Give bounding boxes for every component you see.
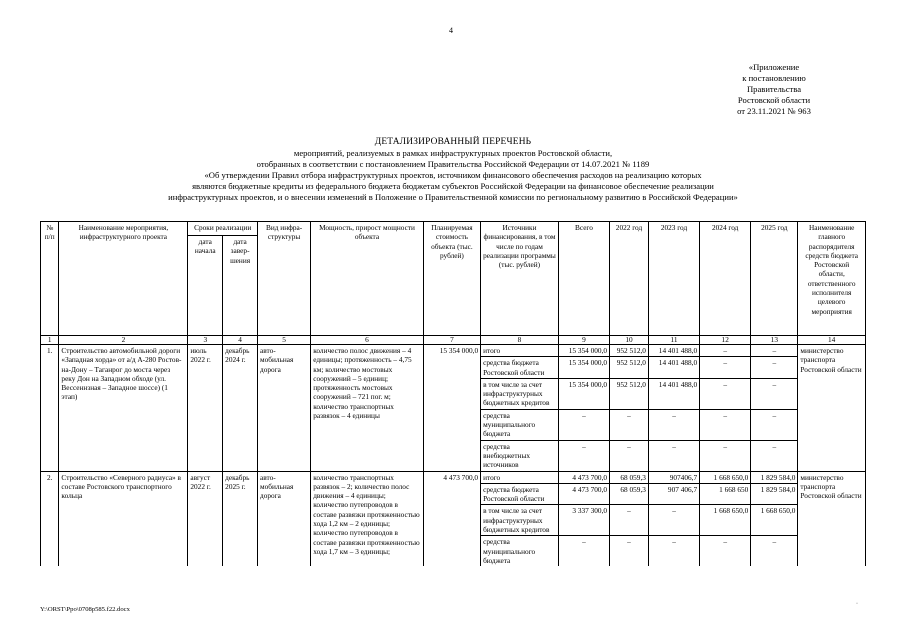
project-name: Строительство автомобильной дороги «Западная хорда» от а/д А-280 Ростов-на-Дону – Таганрог до моста через реку Дон на Западном обходе (ул. Вессеннзная – Западное шоссе) (1 этап) — [59, 345, 188, 472]
amount-2023: – — [648, 440, 699, 471]
page-number: 4 — [449, 26, 453, 35]
amount-2024: 1 668 650,0 — [700, 471, 751, 483]
column-number: 10 — [610, 336, 649, 345]
heading-line: отобранных в соответствии с постановлением Правительства Российской Федерации от 14.07.2021 № 1189 — [256, 159, 650, 169]
column-number: 9 — [558, 336, 609, 345]
amount-2022: 68 059,3 — [610, 483, 649, 505]
projects-table — [40, 221, 866, 566]
column-number: 4 — [223, 336, 258, 345]
responsible-manager: министерство транспорта Ростовской области — [798, 471, 866, 566]
amount-2022: – — [610, 409, 649, 440]
funding-source: средства бюджета Ростовской области — [481, 357, 559, 379]
funding-source: средства муниципального бюджета — [481, 409, 559, 440]
end-date: декабрь 2025 г. — [223, 471, 258, 566]
col-header-total: Всего — [558, 222, 609, 336]
start-date: август 2022 г. — [188, 471, 223, 566]
document-title: ДЕТАЛИЗИРОВАННЫЙ ПЕРЕЧЕНЬ — [374, 137, 532, 147]
table-row — [41, 471, 866, 483]
amount-total: 3 337 300,0 — [558, 505, 609, 536]
amount-2023: 907 406,7 — [648, 483, 699, 505]
col-header-2022: 2022 год — [610, 222, 649, 336]
header-row — [41, 222, 866, 236]
start-date: июль 2022 г. — [188, 345, 223, 472]
funding-source: итого — [481, 345, 559, 357]
funding-source: средства внебюджетных источников — [481, 440, 559, 471]
amount-2024: 1 668 650,0 — [700, 505, 751, 536]
heading-line: «Об утверждении Правил отбора инфраструктурных проектов, источником финансового обеспечения расходов на реализацию которых — [204, 170, 702, 180]
appendix-note — [700, 62, 848, 117]
amount-2025: 1 668 650,0 — [751, 505, 798, 536]
amount-2022: 68 059,3 — [610, 471, 649, 483]
column-number: 14 — [798, 336, 866, 345]
amount-2023: 14 401 488,0 — [648, 378, 699, 409]
funding-source: в том числе за счет инфраструктурных бюджетных кредитов — [481, 378, 559, 409]
col-header-name: Наименование мероприятия, инфраструктурного проекта — [59, 222, 188, 336]
col-header-num: № п/п — [41, 222, 59, 336]
column-number: 12 — [700, 336, 751, 345]
amount-2022: 952 512,0 — [610, 345, 649, 357]
amount-2023: 14 401 488,0 — [648, 357, 699, 379]
amount-2023: – — [648, 505, 699, 536]
column-number: 7 — [423, 336, 480, 345]
col-header-capacity: Мощность, прирост мощности объекта — [311, 222, 424, 336]
amount-2024: – — [700, 357, 751, 379]
document-heading — [40, 137, 866, 203]
col-header-manager: Наименование главного распорядителя средств бюджета Ростовской области, ответственного исполнителя целевого мероприятия — [798, 222, 866, 336]
col-header-infra: Вид инфра-структуры — [257, 222, 310, 336]
amount-2022: 952 512,0 — [610, 378, 649, 409]
amount-total: 15 354 000,0 — [558, 345, 609, 357]
amount-2023: 14 401 488,0 — [648, 345, 699, 357]
infrastructure-type: авто-мобильная дорога — [257, 345, 310, 472]
amount-2025: 1 829 584,0 — [751, 471, 798, 483]
amount-2022: – — [610, 505, 649, 536]
col-header-2023: 2023 год — [648, 222, 699, 336]
amount-2025: – — [751, 345, 798, 357]
appendix-line: Ростовской области — [737, 95, 811, 105]
col-header-2024: 2024 год — [700, 222, 751, 336]
amount-2025: – — [751, 440, 798, 471]
funding-source: итого — [481, 471, 559, 483]
infrastructure-type: авто-мобильная дорога — [257, 471, 310, 566]
amount-2024: – — [700, 440, 751, 471]
column-number: 5 — [257, 336, 310, 345]
column-number: 11 — [648, 336, 699, 345]
amount-2024: – — [700, 409, 751, 440]
col-header-2025: 2025 год — [751, 222, 798, 336]
col-header-sources: Источники финансирования, в том числе по годам реализации программы (тыс. рублей) — [481, 222, 559, 336]
amount-2024: 1 668 650 — [700, 483, 751, 505]
amount-total: – — [558, 536, 609, 566]
amount-2022: 952 512,0 — [610, 357, 649, 379]
amount-total: – — [558, 440, 609, 471]
row-number: 2. — [41, 471, 59, 566]
funding-source: в том числе за счет инфраструктурных бюджетных кредитов — [481, 505, 559, 536]
funding-source: средства бюджета Ростовской области — [481, 483, 559, 505]
column-number: 1 — [41, 336, 59, 345]
amount-2023: – — [648, 409, 699, 440]
column-number: 2 — [59, 336, 188, 345]
amount-2025: – — [751, 357, 798, 379]
column-number: 13 — [751, 336, 798, 345]
heading-line: инфраструктурных проектов, и о внесении изменений в Положение о Правительственной комиссии по региональному развитию в Российской Федерации» — [168, 192, 738, 202]
column-number: 3 — [188, 336, 223, 345]
amount-2022: – — [610, 536, 649, 566]
col-header-terms: Сроки реализации — [188, 222, 258, 236]
planned-cost: 15 354 000,0 — [423, 345, 480, 472]
column-number-row — [41, 336, 866, 345]
amount-total: 15 354 000,0 — [558, 378, 609, 409]
amount-2025: – — [751, 409, 798, 440]
col-header-start: дата начала — [188, 236, 223, 336]
amount-total: 15 354 000,0 — [558, 357, 609, 379]
capacity: количество транспортных развязок – 2; количество полос движения – 4 единицы; количество путепроводов в составе развязки протяженностью хода 1,2 км – 2 единицы; количество путепроводов в составе развязки протяженностью хода 1,7 км – 3 единицы; — [311, 471, 424, 566]
amount-2023: 907406,7 — [648, 471, 699, 483]
appendix-line: «Приложение — [748, 62, 800, 72]
amount-total: – — [558, 409, 609, 440]
capacity: количество полос движения – 4 единицы; протяженность – 4,75 км; количество мостовых сооружений – 5 единиц; протяженность мостовых сооружений – 721 пог. м; количество транспортных развязок – 4 единицы — [311, 345, 424, 472]
funding-source: средства муниципального бюджета — [481, 536, 559, 566]
corner-mark: · — [856, 601, 858, 607]
table-row — [41, 345, 866, 357]
amount-2023: – — [648, 536, 699, 566]
amount-2025: – — [751, 536, 798, 566]
amount-total: 4 473 700,0 — [558, 483, 609, 505]
column-number: 6 — [311, 336, 424, 345]
heading-line: являются бюджетные кредиты из федерального бюджета бюджетам субъектов Российской Федерации на финансовое обеспечение реализации — [192, 181, 714, 191]
amount-2024: – — [700, 378, 751, 409]
amount-2022: – — [610, 440, 649, 471]
responsible-manager: министерство транспорта Ростовской области — [798, 345, 866, 472]
amount-2025: 1 829 584,0 — [751, 483, 798, 505]
appendix-line: к постановлению — [742, 73, 806, 83]
column-number: 8 — [481, 336, 559, 345]
row-number: 1. — [41, 345, 59, 472]
amount-2025: – — [751, 378, 798, 409]
heading-line: мероприятий, реализуемых в рамках инфраструктурных проектов Ростовской области, — [293, 148, 613, 158]
amount-2024: – — [700, 345, 751, 357]
col-header-cost: Планируемая стоимость объекта (тыс. рублей) — [423, 222, 480, 336]
amount-total: 4 473 700,0 — [558, 471, 609, 483]
amount-2024: – — [700, 536, 751, 566]
col-header-end: дата завер-шения — [223, 236, 258, 336]
appendix-line: Правительства — [746, 84, 802, 94]
end-date: декабрь 2024 г. — [223, 345, 258, 472]
project-name: Строительство «Северного радиуса» в составе Ростовского транспортного кольца — [59, 471, 188, 566]
appendix-line: от 23.11.2021 № 963 — [737, 106, 811, 116]
planned-cost: 4 473 700,0 — [423, 471, 480, 566]
document-file-path: Y:\ORST\Ppo\0708p585.f22.docx — [40, 606, 130, 613]
